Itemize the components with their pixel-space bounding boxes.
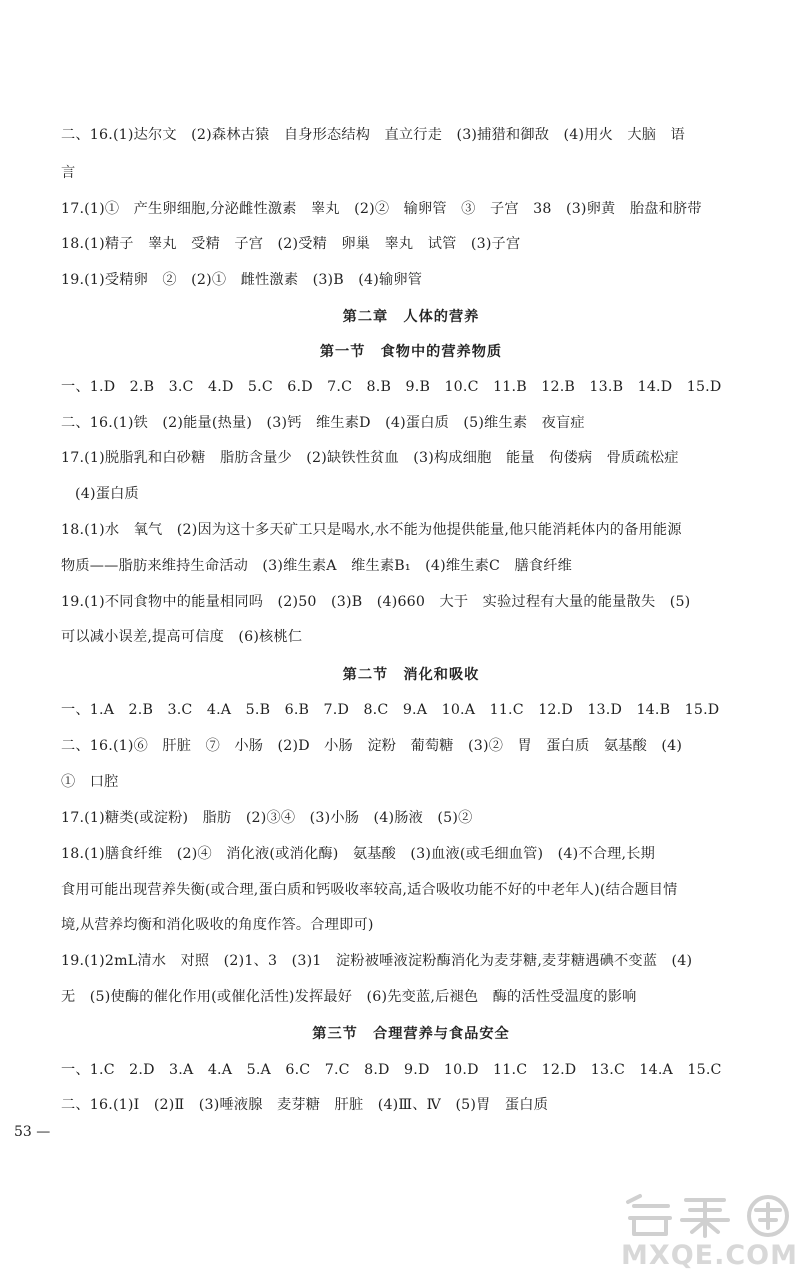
- answer-line: 17.(1)糖类(或淀粉) 脂肪 (2)③④ (3)小肠 (4)肠液 (5)②: [61, 810, 473, 826]
- section-title: 第二节 消化和吸收: [342, 667, 480, 683]
- answer-line: 17.(1)① 产生卵细胞,分泌雌性激素 睾丸 (2)② 输卵管 ③ 子宫 38 (3)卵黄 胎盘和脐带: [61, 201, 702, 217]
- answer-line: 物质——脂肪来维持生命活动 (3)维生素A 维生素B₁ (4)维生素C 膳食纤维: [61, 558, 573, 574]
- answer-line: 无 (5)使酶的催化作用(或催化活性)发挥最好 (6)先变蓝,后褪色 酶的活性受温度的影响: [61, 989, 637, 1005]
- answer-line: 19.(1)不同食物中的能量相同吗 (2)50 (3)B (4)660 大于 实验过程有大量的能量散失 (5): [61, 594, 691, 610]
- answer-line: 可以减小误差,提高可信度 (6)核桃仁: [61, 629, 303, 645]
- answer-line: 一、1.A 2.B 3.C 4.A 5.B 6.B 7.D 8.C 9.A 10.A 11.C 12.D 13.D 14.B 15.D: [61, 702, 720, 718]
- answer-line: 18.(1)精子 睾丸 受精 子宫 (2)受精 卵巢 睾丸 试管 (3)子宫: [61, 236, 521, 252]
- answer-line: 二、16.(1)Ⅰ (2)Ⅱ (3)唾液腺 麦芽糖 肝脏 (4)Ⅲ、Ⅳ (5)胃 蛋白质: [61, 1097, 549, 1113]
- answer-line: 一、1.D 2.B 3.C 4.D 5.C 6.D 7.C 8.B 9.B 10.C 11.B 12.B 13.B 14.D 15.D: [61, 379, 722, 395]
- answer-line: 19.(1)受精卵 ② (2)① 雌性激素 (3)B (4)输卵管: [61, 272, 423, 288]
- answer-line: 二、16.(1)达尔文 (2)森林古猿 自身形态结构 直立行走 (3)捕猎和御敌 (4)用火 大脑 语: [61, 127, 685, 143]
- answer-line: 言: [61, 165, 76, 181]
- answer-line: ① 口腔: [61, 774, 119, 790]
- watermark-url: MXQE.COM: [621, 1240, 798, 1271]
- answer-line: 18.(1)膳食纤维 (2)④ 消化液(或消化酶) 氨基酸 (3)血液(或毛细血管) (4)不合理,长期: [61, 846, 656, 862]
- answer-line: 19.(1)2mL清水 对照 (2)1、3 (3)1 淀粉被唾液淀粉酶消化为麦芽糖,麦芽糖遇碘不变蓝 (4): [61, 953, 693, 969]
- page-number: 53 —: [14, 1124, 51, 1140]
- section-title: 第一节 食物中的营养物质: [319, 344, 503, 360]
- answer-line: (4)蛋白质: [75, 486, 139, 502]
- chapter-title: 第二章 人体的营养: [342, 309, 480, 325]
- answer-line: 境,从营养均衡和消化吸收的角度作答。合理即可): [61, 917, 374, 933]
- answer-line: 18.(1)水 氧气 (2)因为这十多天矿工只是喝水,水不能为他提供能量,他只能消耗体内的备用能源: [61, 522, 682, 538]
- answer-line: 二、16.(1)⑥ 肝脏 ⑦ 小肠 (2)D 小肠 淀粉 葡萄糖 (3)② 胃 蛋白质 氨基酸 (4): [61, 738, 683, 754]
- watermark: [620, 1192, 798, 1272]
- section-title: 第三节 合理营养与食品安全: [312, 1026, 510, 1042]
- answer-line: 二、16.(1)铁 (2)能量(热量) (3)钙 维生素D (4)蛋白质 (5)维生素 夜盲症: [61, 415, 585, 431]
- answer-line: 食用可能出现营养失衡(或合理,蛋白质和钙吸收率较高,适合吸收功能不好的中老年人)(结合题目情: [61, 882, 678, 898]
- watermark-logo-icon: [620, 1192, 798, 1238]
- answer-line: 一、1.C 2.D 3.A 4.A 5.A 6.C 7.C 8.D 9.D 10.D 11.C 12.D 13.C 14.A 15.C: [61, 1062, 722, 1078]
- answer-line: 17.(1)脱脂乳和白砂糖 脂肪含量少 (2)缺铁性贫血 (3)构成细胞 能量 佝偻病 骨质疏松症: [61, 450, 679, 466]
